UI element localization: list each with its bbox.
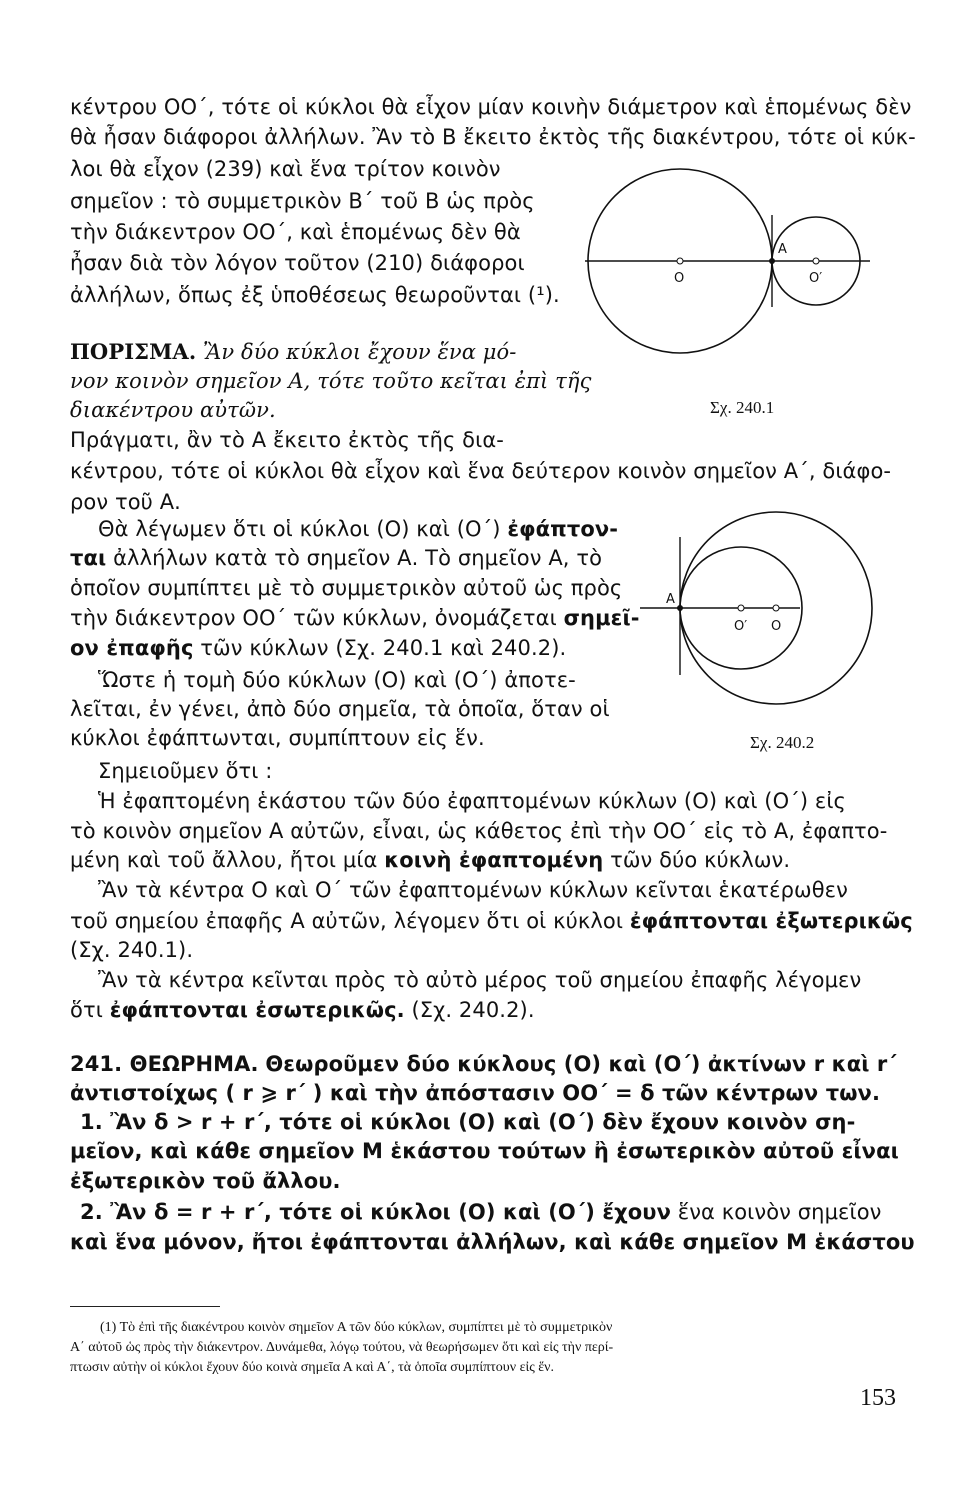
text-line: τὴν διάκεντρον ΟΟ΄ τῶν κύκλων, ὀνομάζεται σημεῖ- xyxy=(70,606,640,630)
label-a: A xyxy=(778,242,787,257)
footnote-line: (1) Τὸ ἐπὶ τῆς διακέντρου κοινὸν σημεῖον Α τῶν δύο κύκλων, συμπίπτει μὲ τὸ συμμετρικὸν xyxy=(100,1320,613,1335)
label-o: O xyxy=(674,271,685,286)
porisma-line: διακέντρου αὐτῶν. xyxy=(70,398,276,422)
text-line: θὰ ἦσαν διάφοροι ἀλλήλων. Ἂν τὸ Β ἔκειτο ἐκτὸς τῆς διακέντρου, τότε οἱ κύκ- xyxy=(70,125,916,149)
text-line: μένη καὶ τοῦ ἄλλου, ἤτοι μία κοινὴ ἐφαπτομένη τῶν δύο κύκλων. xyxy=(70,848,791,872)
page-number: 153 xyxy=(860,1385,896,1411)
label-o-prime: O′ xyxy=(809,271,823,286)
label-a: A xyxy=(666,592,675,607)
text-line: ρον τοῦ Α. xyxy=(70,490,181,514)
text-line: Ἂν τὰ κέντρα Ο καὶ Ο΄ τῶν ἐφαπτομένων κύκλων κεῖνται ἑκατέρωθεν xyxy=(98,878,848,902)
theorem-line: 1. Ἂν δ > r + r΄, τότε οἱ κύκλοι (Ο) καὶ (Ο΄) δὲν ἔχουν κοινὸν ση- xyxy=(80,1110,856,1134)
text-line: τὴν διάκεντρον ΟΟ΄, καὶ ἑπομένως δὲν θὰ xyxy=(70,220,521,244)
theorem-line: καὶ ἕνα μόνον, ἤτοι ἐφάπτονται ἀλλήλων, καὶ κάθε σημεῖον Μ ἑκάστου xyxy=(70,1230,915,1254)
figure-caption: Σχ. 240.1 xyxy=(710,398,775,417)
text-line: τὸ κοινὸν σημεῖον Α αὐτῶν, εἶναι, ὡς κάθετος ἐπὶ τὴν ΟΟ΄ εἰς τὸ Α, ἐφαπτο- xyxy=(70,819,888,843)
theorem-line: 241. ΘΕΩΡΗΜΑ. Θεωροῦμεν δύο κύκλους (Ο) καὶ (Ο΄) ἀκτίνων r καὶ r΄ xyxy=(70,1052,897,1076)
text-line: τοῦ σημείου ἐπαφῆς Α αὐτῶν, λέγομεν ὅτι οἱ κύκλοι ἐφάπτονται ἐξωτερικῶς xyxy=(70,909,913,933)
theorem-line: 2. Ἂν δ = r + r΄, τότε οἱ κύκλοι (Ο) καὶ (Ο΄) ἔχουν ἕνα κοινὸν σημεῖον xyxy=(80,1200,882,1224)
text-line: Ὥστε ἡ τομὴ δύο κύκλων (Ο) καὶ (Ο΄) ἀποτε- xyxy=(98,668,576,692)
text-line: Θὰ λέγωμεν ὅτι οἱ κύκλοι (Ο) καὶ (Ο΄) ἐφάπτον- xyxy=(98,517,619,541)
text-line: σημεῖον : τὸ συμμετρικὸν Β΄ τοῦ Β ὡς πρὸς xyxy=(70,189,535,213)
figure-240-1 xyxy=(575,160,875,400)
text-line: Ἂν τὰ κέντρα κεῖνται πρὸς τὸ αὐτὸ μέρος τοῦ σημείου ἐπαφῆς λέγομεν xyxy=(98,968,862,992)
porisma-line: ΠΟΡΙΣΜΑ. Ἂν δύο κύκλοι ἔχουν ἕνα μό- xyxy=(70,339,517,364)
theorem-label: 241. ΘΕΩΡΗΜΑ. xyxy=(70,1052,259,1076)
text-line: κύκλοι ἐφάπτωνται, συμπίπτουν εἰς ἕν. xyxy=(70,726,485,750)
text-line: ται ἀλλήλων κατὰ τὸ σημεῖον Α. Τὸ σημεῖον Α, τὸ xyxy=(70,546,603,570)
text-line: ἀλλήλων, ὅπως ἐξ ὑποθέσεως θεωροῦνται (¹). xyxy=(70,283,560,307)
text-line: (Σχ. 240.1). xyxy=(70,938,194,962)
text-line: λεῖται, ἐν γένει, ἀπὸ δύο σημεῖα, τὰ ὁποῖα, ὅταν οἱ xyxy=(70,697,610,721)
text-line: ὁποῖον συμπίπτει μὲ τὸ συμμετρικὸν αὐτοῦ ὡς πρὸς xyxy=(70,576,623,600)
text-line: Σημειοῦμεν ὅτι : xyxy=(98,759,273,783)
theorem-line: μεῖον, καὶ κάθε σημεῖον Μ ἑκάστου τούτων ἢ ἐσωτερικὸν αὐτοῦ εἶναι xyxy=(70,1139,899,1163)
label-o-prime: O′ xyxy=(734,619,748,634)
text-line: ἦσαν διὰ τὸν λόγον τοῦτον (210) διάφοροι xyxy=(70,251,525,275)
footnote-rule xyxy=(70,1306,220,1307)
text-line: Ἡ ἐφαπτομένη ἑκάστου τῶν δύο ἐφαπτομένων κύκλων (Ο) καὶ (Ο΄) εἰς xyxy=(98,789,846,813)
figure-caption: Σχ. 240.2 xyxy=(750,733,815,752)
text-line: ὅτι ἐφάπτονται ἐσωτερικῶς. (Σχ. 240.2). xyxy=(70,998,535,1022)
label-o: O xyxy=(771,619,782,634)
text-line: Πράγματι, ἂν τὸ Α ἔκειτο ἐκτὸς τῆς δια- xyxy=(70,428,504,452)
footnote-line: πτωσιν αὐτὴν οἱ κύκλοι ἔχουν δύο κοινὰ σημεῖα Α καὶ Α΄, τὰ ὁποῖα συμπίπτουν εἰς ἕν. xyxy=(70,1360,554,1375)
text-line: λοι θὰ εἶχον (239) καὶ ἕνα τρίτον κοινὸν xyxy=(70,157,501,181)
text-line: κέντρου, τότε οἱ κύκλοι θὰ εἶχον καὶ ἕνα δεύτερον κοινὸν σημεῖον Α΄, διάφο- xyxy=(70,459,892,483)
porisma-label: ΠΟΡΙΣΜΑ. xyxy=(70,339,197,364)
text-line: κέντρου ΟΟ΄, τότε οἱ κύκλοι θὰ εἶχον μίαν κοινὴν διάμετρον καὶ ἑπομένως δὲν xyxy=(70,95,912,119)
figure-240-2 xyxy=(640,505,885,735)
theorem-line: ἐξωτερικὸν τοῦ ἄλλου. xyxy=(70,1169,341,1193)
theorem-line: ἀντιστοίχως ( r ⩾ r΄ ) καὶ τὴν ἀπόστασιν ΟΟ΄ = δ τῶν κέντρων των. xyxy=(70,1081,881,1105)
text-line: ον ἐπαφῆς τῶν κύκλων (Σχ. 240.1 καὶ 240.2). xyxy=(70,636,567,660)
footnote-line: Α΄ αὐτοῦ ὡς πρὸς τὴν διάκεντρον. Δυνάμεθα, λόγῳ τούτου, νὰ θεωρήσωμεν ὅτι καὶ εἰς τὴν περί- xyxy=(70,1340,614,1355)
porisma-line: νον κοινὸν σημεῖον Α, τότε τοῦτο κεῖται ἐπὶ τῆς xyxy=(70,369,592,393)
